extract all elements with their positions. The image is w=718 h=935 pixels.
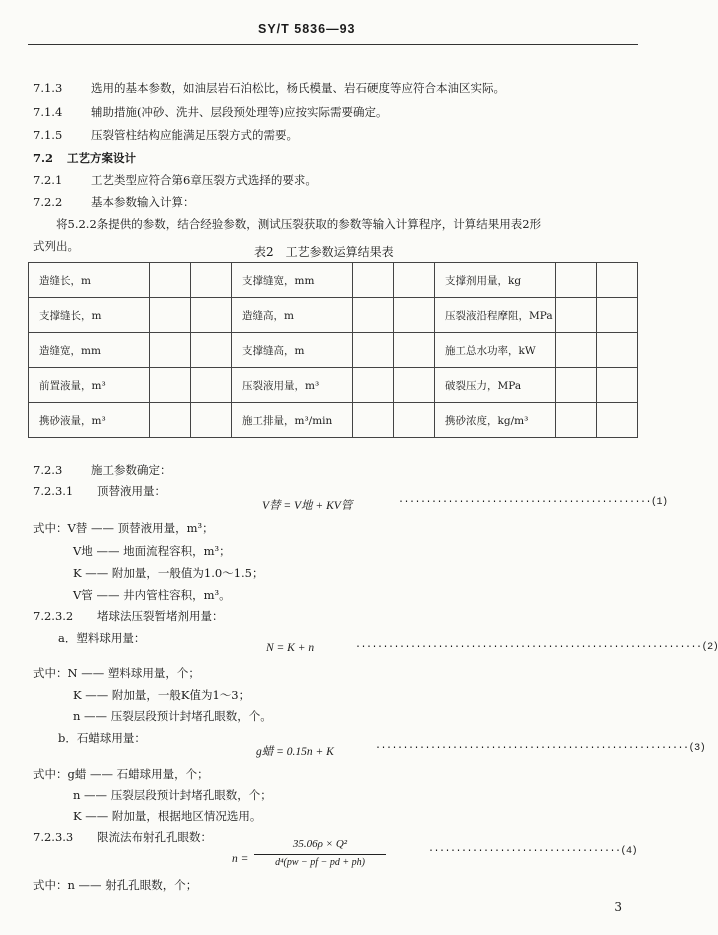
clause-7-1-4: 7.1.4 辅助措施(冲砂、洗井、层段预处理等)应按实际需要确定。 — [33, 105, 388, 119]
table-label-cell: 造缝宽，mm — [29, 333, 150, 368]
table-value-cell — [394, 298, 435, 333]
clause-7-2-1: 7.2.1 工艺类型应符合第6章压裂方式选择的要求。 — [33, 173, 317, 187]
table-label-cell: 支撑缝宽，mm — [232, 263, 353, 298]
formula-1: V替 = V地 + KV管 — [262, 500, 353, 512]
table-value-cell — [150, 403, 191, 438]
table-value-cell — [394, 403, 435, 438]
result-table — [28, 262, 638, 438]
where-1-d: V管 —— 井内管柱容积，m³。 — [73, 588, 231, 602]
table-row — [29, 263, 638, 298]
standard-header: SY/T 5836—93 — [258, 22, 356, 36]
table-value-cell — [191, 263, 232, 298]
table-value-cell — [150, 263, 191, 298]
table-label-cell: 施工总水功率，kW — [435, 333, 556, 368]
where-1-a: 式中：V替 —— 顶替液用量，m³； — [33, 521, 214, 535]
table-row — [29, 333, 638, 368]
where-1-c: K —— 附加量，一般值为1.0～1.5； — [73, 566, 264, 580]
table-value-cell — [597, 263, 638, 298]
table-value-cell — [150, 333, 191, 368]
table-label-cell: 破裂压力，MPa — [435, 368, 556, 403]
table-value-cell — [150, 368, 191, 403]
formula-4-numerator: 35.06ρ × Q² — [292, 838, 348, 850]
clause-7-1-5: 7.1.5 压裂管柱结构应能满足压裂方式的需要。 — [33, 128, 298, 142]
clause-7-2-3-2: 7.2.3.2 堵球法压裂暂堵剂用量： — [33, 609, 224, 623]
where-1-b: V地 —— 地面流程容积，m³； — [73, 544, 231, 558]
where-3-a: 式中：g蜡 —— 石蜡球用量，个； — [33, 767, 209, 781]
table-label-cell: 前置液量，m³ — [29, 368, 150, 403]
clause-7-1-3: 7.1.3 选用的基本参数，如油层岩石泊松比，杨氏模量、岩石硬度等应符合本油区实际。 — [33, 81, 505, 95]
table-value-cell — [597, 333, 638, 368]
section-7-2: 7.2 工艺方案设计 — [33, 151, 136, 165]
where-4-a: 式中：n —— 射孔孔眼数，个； — [33, 878, 198, 892]
item-b: b．石蜡球用量： — [58, 731, 146, 745]
table-value-cell — [394, 263, 435, 298]
formula-3-leader: ·························································(3) — [375, 743, 706, 754]
formula-1-leader: ··············································(1) — [398, 497, 668, 508]
paragraph-line-2: 式列出。 — [33, 239, 79, 253]
table-value-cell — [191, 333, 232, 368]
header-rule — [28, 44, 638, 45]
page-number: 3 — [614, 900, 622, 914]
table-label-cell: 施工排量，m³/min — [232, 403, 353, 438]
table-label-cell: 支撑缝长，m — [29, 298, 150, 333]
formula-4-leader: ···································(4) — [428, 846, 638, 857]
clause-7-2-3-1: 7.2.3.1 顶替液用量： — [33, 484, 166, 498]
table-label-cell: 携砂浓度，kg/m³ — [435, 403, 556, 438]
where-2-c: n —— 压裂层段预计封堵孔眼数，个。 — [73, 709, 272, 723]
table-label-cell: 造缝长，m — [29, 263, 150, 298]
table-value-cell — [556, 263, 597, 298]
table-label-cell: 造缝高，m — [232, 298, 353, 333]
table-value-cell — [353, 368, 394, 403]
table-row — [29, 403, 638, 438]
table-label-cell: 支撑剂用量，kg — [435, 263, 556, 298]
where-3-b: n —— 压裂层段预计封堵孔眼数，个； — [73, 788, 272, 802]
where-2-b: K —— 附加量，一般K值为1～3； — [73, 688, 251, 702]
table-value-cell — [597, 298, 638, 333]
paragraph-line-1: 将5.2.2条提供的参数，结合经验参数，测试压裂获取的参数等输入计算程序，计算结果用表2形 — [56, 217, 542, 231]
table-value-cell — [191, 298, 232, 333]
table-value-cell — [150, 298, 191, 333]
table-value-cell — [556, 298, 597, 333]
table-value-cell — [353, 298, 394, 333]
table-label-cell: 压裂液沿程摩阻，MPa — [435, 298, 556, 333]
formula-4-lhs: n = — [232, 853, 249, 865]
table-value-cell — [597, 368, 638, 403]
table-row — [29, 298, 638, 333]
formula-4-fraction-bar — [254, 854, 386, 855]
table-value-cell — [597, 403, 638, 438]
table-value-cell — [353, 403, 394, 438]
table-value-cell — [191, 403, 232, 438]
table-value-cell — [191, 368, 232, 403]
table-value-cell — [353, 333, 394, 368]
table-value-cell — [394, 333, 435, 368]
table-label-cell: 携砂液量，m³ — [29, 403, 150, 438]
formula-4-denominator: d⁴(pw − pf − pd + ph) — [275, 857, 365, 868]
table-label-cell: 支撑缝高，m — [232, 333, 353, 368]
formula-2-leader: ·······························································(2) — [355, 642, 718, 653]
table-caption: 表2 工艺参数运算结果表 — [254, 245, 394, 259]
table-value-cell — [353, 263, 394, 298]
clause-7-2-3-3: 7.2.3.3 限流法布射孔孔眼数： — [33, 830, 212, 844]
clause-7-2-2: 7.2.2 基本参数输入计算： — [33, 195, 195, 209]
table-row — [29, 368, 638, 403]
formula-2: N = K + n — [266, 642, 315, 654]
table-value-cell — [556, 368, 597, 403]
clause-7-2-3: 7.2.3 施工参数确定： — [33, 463, 172, 477]
table-label-cell: 压裂液用量，m³ — [232, 368, 353, 403]
formula-3: g蜡 = 0.15n + K — [256, 746, 334, 758]
table-value-cell — [556, 403, 597, 438]
item-a: a．塑料球用量： — [58, 631, 146, 645]
table-value-cell — [394, 368, 435, 403]
where-3-c: K —— 附加量，根据地区情况选用。 — [73, 809, 262, 823]
table-value-cell — [556, 333, 597, 368]
where-2-a: 式中：N —— 塑料球用量，个； — [33, 666, 200, 680]
